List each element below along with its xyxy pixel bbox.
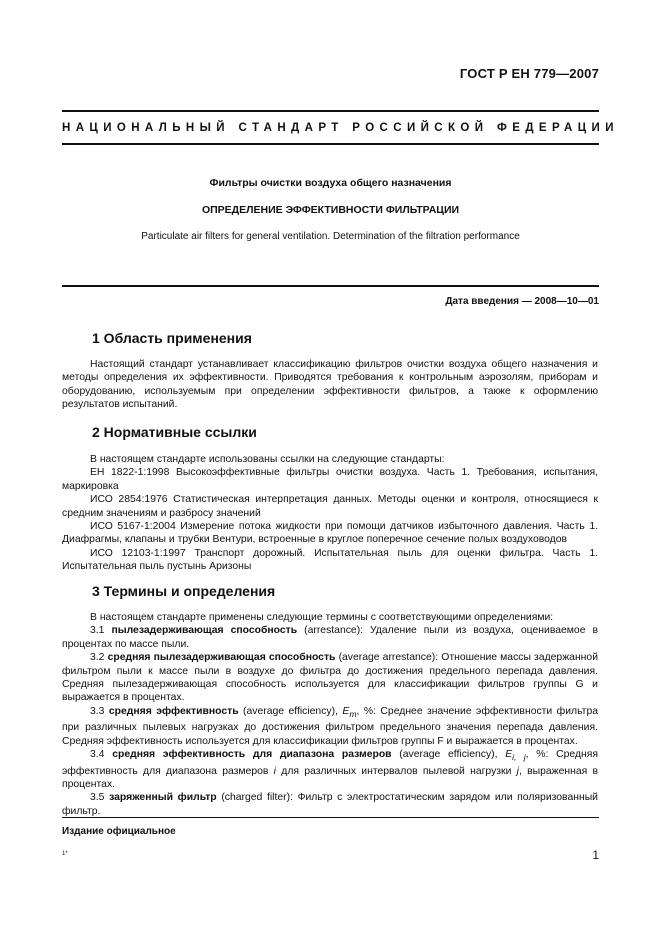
term-number: 3.2 xyxy=(90,652,105,664)
reference-iso-5167: ИСО 5167-1:2004 Измерение потока жидкости при помощи датчиков избыточного давления. Часть 1. Диафрагмы, клапаны и трубки Вентури, встроенные в круглое поперечное сечение полых воздуховодов xyxy=(62,521,598,546)
term-symbol: E xyxy=(342,705,350,717)
term-definition: для различных интервалов пылевой нагрузки xyxy=(281,765,512,777)
term-name: заряженный фильтр xyxy=(109,792,217,804)
term-name: средняя эффективность xyxy=(108,705,239,717)
term-number: 3.1 xyxy=(90,625,105,637)
section-2-body xyxy=(62,453,598,574)
term-definition: (arrestance): Удаление пыли из воздуха, оцениваемое в процентах по массе пыли. xyxy=(62,625,598,650)
footer-rule xyxy=(62,817,599,818)
reference-en-1822: ЕН 1822-1:1998 Высокоэффективные фильтры очистки воздуха. Часть 1. Требования, испытания, маркировка xyxy=(62,467,598,492)
section-2-heading: 2 Нормативные ссылки xyxy=(92,424,257,440)
term-number: 3.4 xyxy=(90,749,105,761)
term-definition: , выраженная в процентах. xyxy=(62,765,599,791)
term-definition: (average arrestance): Отношение массы задержанной фильтром пыли к массе пыли в воздухе до фильтра до достижения предельного перепада давления. Средняя пылезадерживающая способность используется для классификации фильтров группы G и выражается в процентах. xyxy=(62,652,598,704)
term-3-2 xyxy=(62,651,598,705)
reference-iso-12103: ИСО 12103-1:1997 Транспорт дорожный. Испытательная пыль для оценки фильтра. Часть 1. Испытательная пыль пустынь Аризоны xyxy=(62,547,598,573)
term-name: средняя пылезадерживающая способность xyxy=(107,652,336,664)
term-number: 3.3 xyxy=(90,705,105,717)
national-standard-title: НАЦИОНАЛЬНЫЙ СТАНДАРТ РОССИЙСКОЙ ФЕДЕРАЦИИ xyxy=(62,122,619,134)
title-block-rule xyxy=(62,285,599,287)
section-3-intro: В настоящем стандарте применены следующие термины с соответствующими определениями: xyxy=(90,612,554,623)
section-2-intro: В настоящем стандарте использованы ссылки на следующие стандарты: xyxy=(90,454,445,465)
national-title-rule xyxy=(62,143,599,145)
term-definition: , %: Средняя эффективность для диапазона размеров xyxy=(62,749,599,777)
term-3-4 xyxy=(62,748,598,791)
term-3-5 xyxy=(62,791,598,818)
document-title-line2: ОПРЕДЕЛЕНИЕ ЭФФЕКТИВНОСТИ ФИЛЬТРАЦИИ xyxy=(201,204,460,216)
term-symbol-subscript: m xyxy=(349,708,357,719)
term-symbol-subscript: i, j xyxy=(512,752,526,763)
section-1-body xyxy=(62,358,598,412)
document-title-line1: Фильтры очистки воздуха общего назначения xyxy=(209,177,452,189)
term-english: (average efficiency), xyxy=(243,705,338,717)
standard-code: ГОСТ Р ЕН 779—2007 xyxy=(459,66,599,81)
document-title-english: Particulate air filters for general ventilation. Determination of the filtration performance xyxy=(141,231,520,242)
term-index-j: j xyxy=(516,765,519,777)
term-number: 3.5 xyxy=(90,792,105,804)
reference-iso-2854: ИСО 2854:1976 Статистическая интерпретация данных. Методы оценки и контроля, относящиеся к средним значениям и разбросу значений xyxy=(62,494,598,519)
term-definition: (charged filter): Фильтр с электростатическим зарядом или поляризованный фильтр. xyxy=(62,792,598,817)
term-name: пылезадерживающая способность xyxy=(111,625,298,637)
section-1-paragraph: Настоящий стандарт устанавливает классификацию фильтров очистки воздуха общего назначения и методы определения их эффективности. Приводятся требования к контрольным аэрозолям, приборам и оборудованию, используемым при определении эффективности фильтров, а также к оформлению результатов испытаний. xyxy=(62,359,598,411)
section-1-heading: 1 Область применения xyxy=(92,330,252,346)
section-3-heading: 3 Термины и определения xyxy=(92,583,276,599)
section-3-body xyxy=(62,611,598,818)
term-name: средняя эффективность для диапазона размеров xyxy=(112,749,392,761)
term-3-3 xyxy=(62,705,598,748)
term-index-i: i xyxy=(273,765,276,777)
term-definition: , %: Среднее значение эффективности фильтра при различных пылевых нагрузках до достижения фильтром предельного значения перепада давления. Средняя эффективность используется для классификации фильтров группы F и выражается в процентах. xyxy=(62,705,598,747)
page-number: 1 xyxy=(592,848,599,862)
official-edition-label: Издание официальное xyxy=(62,826,176,837)
term-symbol: E xyxy=(505,749,513,761)
top-rule xyxy=(62,110,599,112)
introduction-date: Дата введения — 2008—10—01 xyxy=(445,296,599,307)
signature-mark: 1* xyxy=(62,851,68,857)
term-3-1 xyxy=(62,624,598,651)
term-english: (average efficiency), xyxy=(399,749,498,761)
